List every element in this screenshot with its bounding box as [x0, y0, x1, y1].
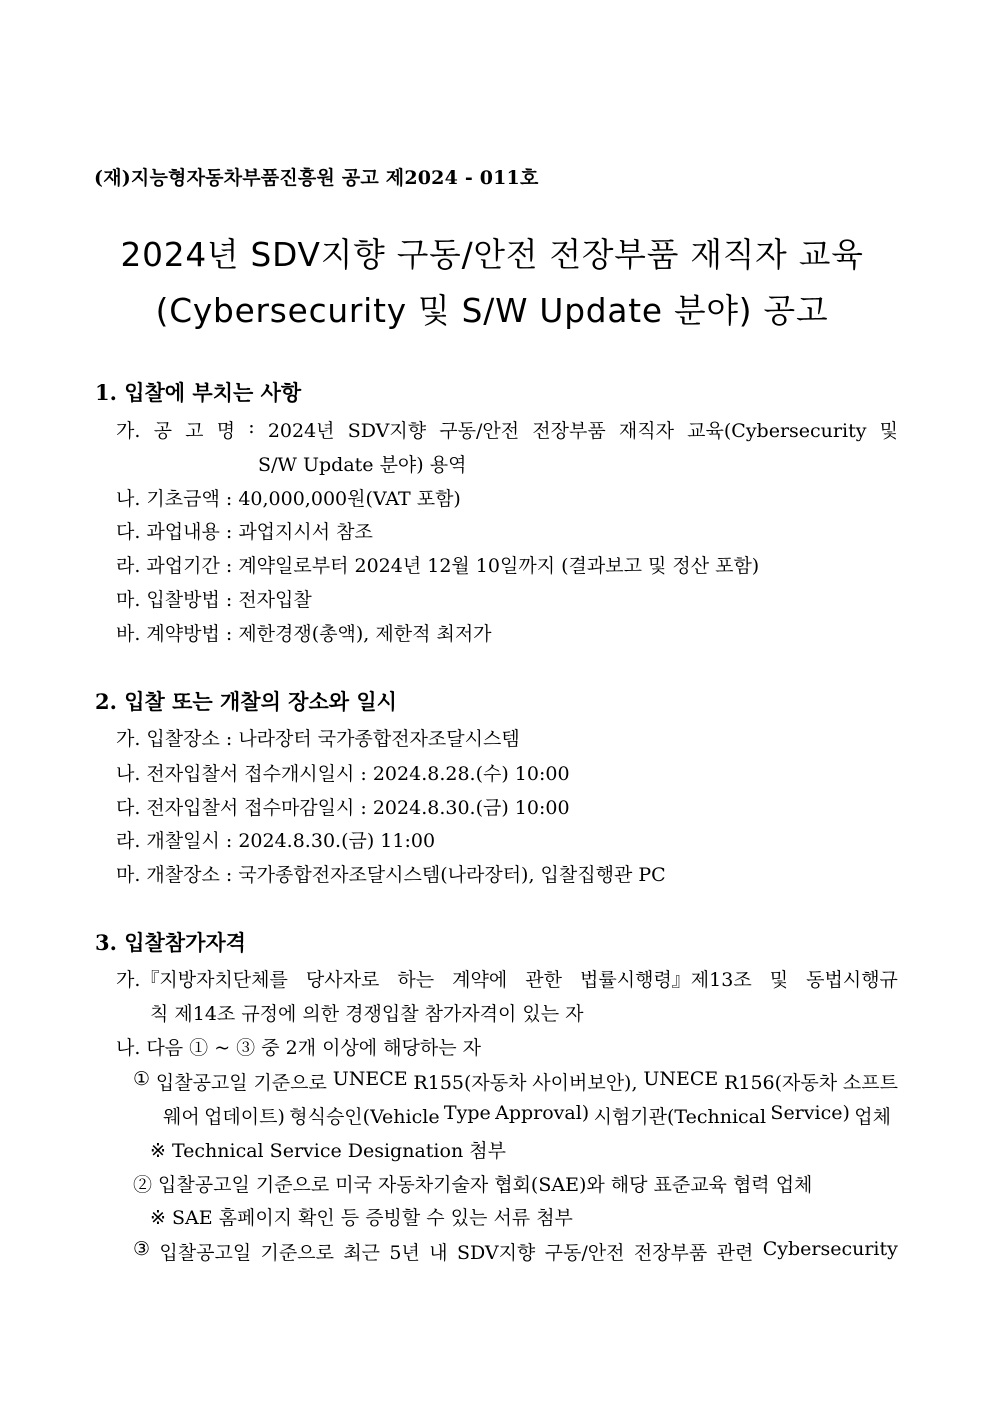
word: 내 — [429, 1242, 448, 1264]
section-3-item-b2-note: ※ SAE 홈페이지 확인 등 증빙할 수 있는 서류 첨부 — [150, 1207, 573, 1229]
word: Cybersecurity — [762, 1238, 898, 1260]
word: 소프트 — [842, 1072, 898, 1094]
word: 업데이트) — [204, 1106, 285, 1128]
word: 사이버보안), — [532, 1072, 638, 1094]
section-1-item-a — [116, 416, 898, 443]
section-1-item-f: 바. 계약방법 : 제한경쟁(총액), 제한적 최저가 — [116, 623, 492, 645]
word: 관한 — [525, 969, 562, 991]
word: SDV지향 — [347, 420, 427, 442]
section-3-item-b1 — [133, 1068, 898, 1095]
word: 가.『지방자치단체를 — [116, 969, 288, 991]
word: 기준으로 — [253, 1072, 327, 1094]
section-3-heading: 3. 입찰참가자격 — [95, 930, 246, 955]
word: ① — [133, 1068, 151, 1090]
word: 가. — [116, 420, 141, 442]
word: 구동/안전 — [439, 420, 520, 442]
section-2-heading: 2. 입찰 또는 개찰의 장소와 일시 — [95, 689, 397, 714]
word: 2024년 — [267, 420, 335, 442]
document-title-line-1: 2024년 SDV지향 구동/안전 전장부품 재직자 교육 — [120, 235, 864, 274]
section-3-item-b1-note: ※ Technical Service Designation 첨부 — [150, 1140, 506, 1162]
word: 5년 — [389, 1242, 420, 1264]
section-3-item-a — [116, 965, 898, 992]
word: 동법시행규 — [806, 969, 898, 991]
section-1-item-a-continued: S/W Update 분야) 용역 — [258, 454, 467, 476]
document-title-line-2: (Cybersecurity 및 S/W Update 분야) 공고 — [155, 291, 829, 330]
word: ③ — [133, 1238, 151, 1260]
section-1-item-e: 마. 입찰방법 : 전자입찰 — [116, 589, 312, 611]
word: 구동/안전 — [544, 1242, 625, 1264]
word: 시험기관(Technical — [593, 1106, 767, 1128]
section-3-item-b: 나. 다음 ① ~ ③ 중 2개 이상에 해당하는 자 — [116, 1037, 482, 1059]
word: UNECE — [643, 1068, 719, 1090]
word: 당사자로 — [305, 969, 380, 991]
word: UNECE — [332, 1068, 408, 1090]
word: 입찰공고일 — [155, 1072, 248, 1094]
word: 명 — [216, 420, 236, 442]
section-2-item-e: 마. 개찰장소 : 국가종합전자조달시스템(나라장터), 입찰집행관 PC — [116, 864, 666, 886]
word: 전장부품 — [633, 1242, 708, 1264]
word: 업체 — [854, 1106, 891, 1128]
word: 교육(Cybersecurity — [687, 420, 867, 442]
section-2-item-d: 라. 개찰일시 : 2024.8.30.(금) 11:00 — [116, 830, 436, 852]
word: Type — [443, 1102, 491, 1124]
word: 고 — [185, 420, 204, 442]
section-1-item-d: 라. 과업기간 : 계약일로부터 2024년 12월 10일까지 (결과보고 및 정산 포함) — [116, 555, 760, 577]
word: 계약에 — [452, 969, 508, 991]
word: 및 — [769, 969, 789, 991]
section-3-item-b1-continued — [163, 1102, 891, 1129]
word: R156(자동차 — [724, 1072, 838, 1094]
word: 웨어 — [163, 1106, 200, 1128]
word: SDV지향 — [456, 1242, 536, 1264]
section-2-item-a: 가. 입찰장소 : 나라장터 국가종합전자조달시스템 — [116, 728, 520, 750]
section-1-heading: 1. 입찰에 부치는 사항 — [95, 380, 302, 405]
notice-number: (재)지능형자동차부품진흥원 공고 제2024 - 011호 — [94, 167, 539, 189]
word: Approval) — [495, 1102, 590, 1124]
word: 공 — [153, 420, 172, 442]
word: 재직자 — [618, 420, 674, 442]
word: 관련 — [716, 1242, 754, 1264]
section-2-item-c: 다. 전자입찰서 접수마감일시 : 2024.8.30.(금) 10:00 — [116, 797, 570, 819]
section-2-item-b: 나. 전자입찰서 접수개시일시 : 2024.8.28.(수) 10:00 — [116, 763, 570, 785]
word: 입찰공고일 — [159, 1242, 252, 1264]
word: R155(자동차 — [413, 1072, 527, 1094]
word: 최근 — [343, 1242, 381, 1264]
word: : — [248, 416, 255, 438]
section-3-item-a-continued: 칙 제14조 규정에 의한 경쟁입찰 참가자격이 있는 자 — [150, 1003, 584, 1025]
section-1-item-c: 다. 과업내용 : 과업지시서 참조 — [116, 521, 373, 543]
word: 전장부품 — [532, 420, 606, 442]
word: 및 — [879, 420, 898, 442]
word: 형식승인(Vehicle — [289, 1106, 440, 1128]
word: 법률시행령』제13조 — [580, 969, 752, 991]
word: Service) — [770, 1102, 850, 1124]
word: 기준으로 — [260, 1242, 334, 1264]
section-1-item-b: 나. 기초금액 : 40,000,000원(VAT 포함) — [116, 488, 461, 510]
section-3-item-b2: ② 입찰공고일 기준으로 미국 자동차기술자 협회(SAE)와 해당 표준교육 협력 업체 — [133, 1174, 813, 1196]
word: 하는 — [397, 969, 435, 991]
section-3-item-b3 — [133, 1238, 898, 1265]
